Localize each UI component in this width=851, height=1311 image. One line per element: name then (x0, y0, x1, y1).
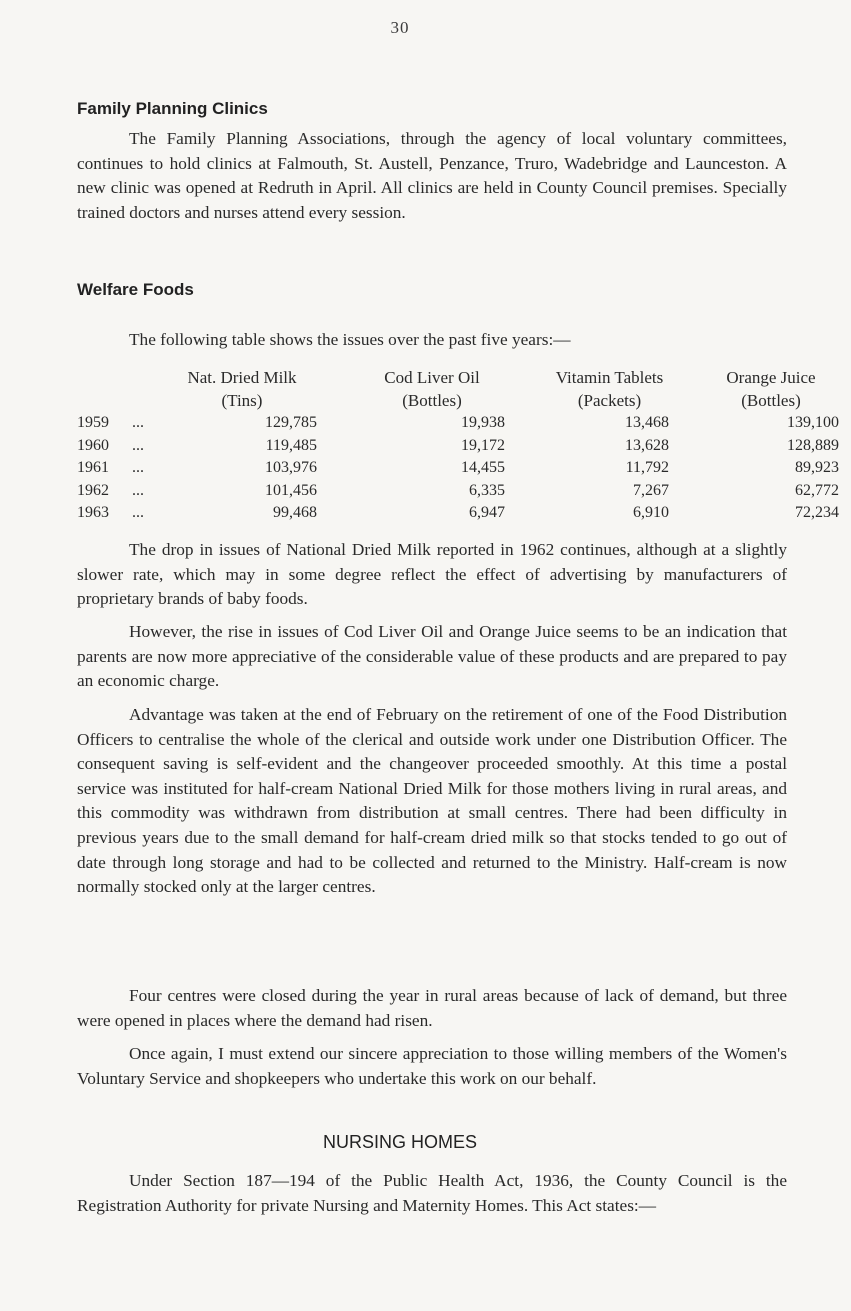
table-cell: 13,628 (625, 436, 669, 454)
column-unit: (Packets) (577, 391, 642, 410)
table-header-units-row (77, 391, 801, 414)
table-cell: 13,468 (625, 414, 669, 431)
paragraph-distribution-officer: Advantage was taken at the end of February on the retirement of one of the Food Distribution Officers to centralise the whole of the clerical and outside work under one Distribution Officer. The consequent saving is self-evident and the changeover proceeded smoothly. At this time a postal service was instituted for half-cream National Dried Milk for those mothers living in rural areas, and this commodity was withdrawn from distribution at small centres. There had been difficulty in previous years due to the small demand for half-cream dried milk so that stocks tended to go out of date through long storage and had to be collected and returned to the Ministry. Half-cream is now normally stocked only at the larger centres. (77, 705, 787, 897)
table-cell: 6,335 (469, 481, 505, 499)
table-cell: 19,938 (461, 414, 505, 431)
column-header: Nat. Dried Milk (187, 368, 297, 387)
year-cell: 1963 (77, 504, 109, 521)
year-cell: 1961 (77, 459, 109, 476)
leader-dots: ... (132, 504, 144, 521)
paragraph-cod-liver-oil-rise: However, the rise in issues of Cod Liver Oil and Orange Juice seems to be an indication that parents are now more appreciative of the considerable value of these products and are prepared to pay an economic charge. (77, 622, 787, 691)
column-header: Vitamin Tablets (555, 368, 664, 387)
table-row (77, 414, 839, 437)
column-unit: (Tins) (221, 391, 263, 410)
table-cell: 139,100 (787, 414, 839, 431)
welfare-foods-table (77, 368, 839, 527)
section-heading-welfare-foods: Welfare Foods (77, 280, 194, 299)
paragraph-welfare-intro: The following table shows the issues over the past five years:— (129, 330, 571, 349)
table-cell: 7,267 (633, 481, 669, 499)
table-row (77, 436, 839, 460)
section-heading-family-planning: Family Planning Clinics (77, 99, 268, 118)
leader-dots: ... (132, 414, 144, 431)
table-cell: 11,792 (625, 459, 669, 476)
table-cell: 6,910 (633, 504, 669, 521)
table-cell: 62,772 (795, 481, 839, 499)
table-cell: 128,889 (787, 436, 839, 454)
paragraph-centres-closed: Four centres were closed during the year in rural areas because of lack of demand, but three were opened in places where the demand had risen. (77, 986, 787, 1030)
table-cell: 99,468 (273, 504, 317, 521)
year-cell: 1959 (77, 414, 109, 431)
table-cell: 101,456 (265, 481, 317, 499)
table-cell: 103,976 (265, 459, 317, 476)
table-row (77, 459, 839, 482)
table-cell: 14,455 (461, 459, 505, 476)
column-header: Cod Liver Oil (384, 368, 480, 387)
table-cell: 72,234 (795, 504, 839, 521)
paragraph-appreciation: Once again, I must extend our sincere appreciation to those willing members of the Women's Voluntary Service and shopkeepers who undertake this work on our behalf. (77, 1044, 787, 1088)
leader-dots: ... (132, 436, 144, 454)
leader-dots: ... (132, 459, 144, 476)
year-cell: 1960 (77, 436, 109, 454)
table-cell: 89,923 (795, 459, 839, 476)
paragraph-family-planning: The Family Planning Associations, through the agency of local voluntary committees, continues to hold clinics at Falmouth, St. Austell, Penzance, Truro, Wadebridge and Launceston. A new clinic was opened at Redruth in April. All clinics are held in County Council premises. Specially trained doctors and nurses attend every session. (77, 129, 787, 222)
column-header: Orange Juice (726, 368, 816, 387)
table-header-row (77, 368, 816, 391)
table-row (77, 481, 839, 505)
table-cell: 19,172 (461, 436, 505, 454)
column-unit: (Bottles) (741, 391, 801, 410)
column-unit: (Bottles) (402, 391, 462, 410)
table-cell: 119,485 (265, 436, 317, 454)
year-cell: 1962 (77, 481, 109, 499)
paragraph-nursing-homes: Under Section 187—194 of the Public Health Act, 1936, the County Council is the Registration Authority for private Nursing and Maternity Homes. This Act states:— (77, 1171, 787, 1215)
page-number: 30 (390, 18, 410, 37)
table-row (77, 504, 839, 527)
paragraph-dried-milk-drop: The drop in issues of National Dried Milk reported in 1962 continues, although at a slightly slower rate, which may in some degree reflect the effect of advertising by manufacturers of proprietary brands of baby foods. (77, 540, 787, 609)
table-cell: 129,785 (265, 414, 317, 431)
section-heading-nursing-homes: NURSING HOMES (322, 1132, 477, 1152)
table-cell: 6,947 (469, 504, 505, 521)
leader-dots: ... (132, 481, 144, 499)
